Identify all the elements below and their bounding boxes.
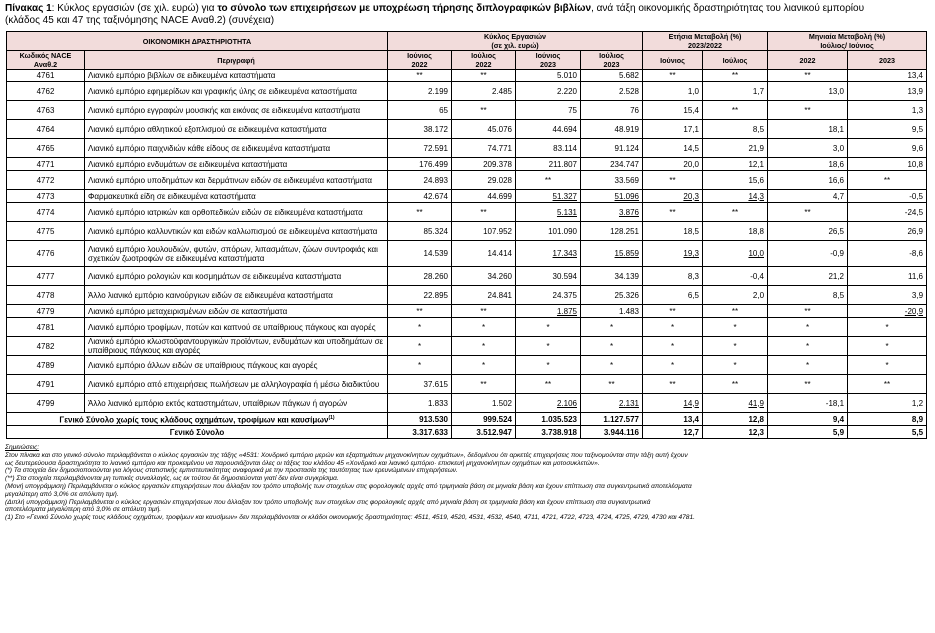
table-cell: 14.414 [452,241,516,267]
activity-description: Λιανικό εμπόριο άλλων ειδών σε υπαίθριους πάγκους και αγορές [85,356,388,375]
table-cell: 5,5 [848,426,927,439]
table-cell: 44.699 [452,190,516,203]
table-cell: 3.512.947 [452,426,516,439]
table-cell: * [703,356,768,375]
table-cell: 11,6 [848,267,927,286]
activity-description: Λιανικό εμπόριο βιβλίων σε ειδικευμένα καταστήματα [85,70,388,82]
table-cell: 15,4 [643,101,703,120]
header-turnover: Κύκλος Εργασιών (σε χιλ. ευρώ) [388,32,643,51]
nace-code: 4764 [7,120,85,139]
activity-description: Λιανικό εμπόριο λουλουδιών, φυτών, σπόρων, λιπασμάτων, ζώων συντροφιάς και σχετικών ζωοτροφών σε ειδικευμένα καταστήματα [85,241,388,267]
table-cell: ** [703,305,768,318]
table-row [7,375,927,394]
table-cell: * [388,356,452,375]
table-cell: 91.124 [581,139,643,158]
table-cell: 65 [388,101,452,120]
table-cell: 13,0 [768,82,848,101]
table-cell: * [581,337,643,356]
table-cell: * [643,337,703,356]
table-cell: 12,3 [703,426,768,439]
table-cell: 3.944.116 [581,426,643,439]
table-cell: ** [388,203,452,222]
table-body [7,70,927,439]
table-cell: 44.694 [516,120,581,139]
table-cell: 176.499 [388,158,452,171]
activity-description: Λιανικό εμπόριο καλλυντικών και ειδών καλλωπισμού σε ειδικευμένα καταστήματα [85,222,388,241]
nace-code: 4773 [7,190,85,203]
table-title [5,3,930,27]
table-cell: 17.343 [516,241,581,267]
table-cell: 22.895 [388,286,452,305]
header-annual-july: Ιούλιος [703,51,768,70]
table-cell: * [452,356,516,375]
table-cell: 234.747 [581,158,643,171]
table-cell: 209.378 [452,158,516,171]
table-cell: 211.807 [516,158,581,171]
table-cell: ** [388,305,452,318]
nace-code: 4765 [7,139,85,158]
table-row [7,286,927,305]
table-cell: 42.674 [388,190,452,203]
table-cell: 9,5 [848,120,927,139]
table-cell: ** [452,305,516,318]
header-activity: ΟΙΚΟΝΟΜΙΚΗ ΔΡΑΣΤΗΡΙΟΤΗΤΑ [7,32,388,51]
table-row [7,267,927,286]
header-annual-change: Ετήσια Μεταβολή (%) 2023/2022 [643,32,768,51]
table-cell: 3,0 [768,139,848,158]
table-cell: 85.324 [388,222,452,241]
note-line: Στον πίνακα και στο γενικό σύνολο περιλαμβάνεται ο κύκλος εργασιών της τάξης «4531: Χονδρικό εμπόριο μερών και εξαρτημάτων μηχανοκίνητων οχημάτων», δεδομένου ότι αρκετές επιχειρήσεις που ταξινομούνται στην τάξη αυτή έχουν [5,451,688,459]
table-row [7,318,927,337]
table-cell: * [768,356,848,375]
table-cell: * [516,318,581,337]
table-cell: ** [516,375,581,394]
table-row [7,356,927,375]
note-line: (**) Στα στοιχεία περιλαμβάνονται μη τυπικές συναλλαγές, ως εκ τούτου δε δημοσιεύονται γιατί δεν είναι συγκρίσιμα. [5,475,339,483]
table-cell: 45.076 [452,120,516,139]
table-row [7,171,927,190]
table-row [7,305,927,318]
notes-heading: Σημειώσεις: [5,444,40,451]
table-cell: ** [452,203,516,222]
table-cell: 14,5 [643,139,703,158]
table-cell: 72.591 [388,139,452,158]
table-cell: 5.131 [516,203,581,222]
table-cell: 24.841 [452,286,516,305]
table-cell: 12,8 [703,413,768,426]
note-line: (*) Τα στοιχεία δεν δημοσιοποιούνται για λόγους στατιστικής εμπιστευτικότητας αναφορικά με την προστασία της ταυτότητας των ερευνώμενων επιχειρήσεων. [5,467,458,475]
table-cell: ** [703,203,768,222]
title-text-1: : Κύκλος εργασιών (σε χιλ. ευρώ) για [51,3,218,14]
table-cell: 2.528 [581,82,643,101]
table-cell: 1.483 [581,305,643,318]
table-cell: 24.375 [516,286,581,305]
header-monthly-change: Μηνιαία Μεταβολή (%) Ιούλιος/ Ιούνιος [768,32,927,51]
table-cell: * [768,337,848,356]
table-cell: ** [452,70,516,82]
table-cell: 18,8 [703,222,768,241]
notes [5,444,925,522]
table-cell: 2.199 [388,82,452,101]
activity-description: Λιανικό εμπόριο ιατρικών και ορθοπεδικών ειδών σε ειδικευμένα καταστήματα [85,203,388,222]
nace-code: 4771 [7,158,85,171]
table-cell: ** [643,171,703,190]
table-cell: * [768,318,848,337]
table-cell: 29.028 [452,171,516,190]
table-cell: * [452,337,516,356]
table-cell: 21,9 [703,139,768,158]
table-cell: 6,5 [643,286,703,305]
table-row [7,82,927,101]
activity-description: Λιανικό εμπόριο αθλητικού εξοπλισμού σε ειδικευμένα καταστήματα [85,120,388,139]
table-row [7,101,927,120]
nace-code: 4777 [7,267,85,286]
nace-code: 4774 [7,203,85,222]
table-cell: 3,9 [848,286,927,305]
table-cell: 18,6 [768,158,848,171]
table-row [7,394,927,413]
header-june-2023: Ιούνιος 2023 [516,51,581,70]
table-cell: 14,3 [703,190,768,203]
table-cell: 13,4 [848,70,927,82]
table-cell: ** [768,101,848,120]
table-cell: ** [643,70,703,82]
table-cell: * [703,318,768,337]
table-cell: 10,0 [703,241,768,267]
table-row [7,222,927,241]
header-monthly-2022: 2022 [768,51,848,70]
table-cell: * [516,356,581,375]
table-cell: * [581,356,643,375]
header-june-2022: Ιούνιος 2022 [388,51,452,70]
table-cell: 2.106 [516,394,581,413]
table-row [7,337,927,356]
table-cell: * [388,318,452,337]
table-cell: ** [452,101,516,120]
title-text-2: , ανά τάξη οικονομικής δραστηριότητας του λιανικού εμπορίου [591,3,865,14]
table-cell: ** [516,171,581,190]
title-bold-text: το σύνολο των επιχειρήσεων με υποχρέωση τήρησης διπλογραφικών βιβλίων [217,3,592,14]
table-cell: 913.530 [388,413,452,426]
total-label: Γενικό Σύνολο χωρίς τους κλάδους οχημάτων, τροφίμων και καυσίμων$^{(1)}$ [7,413,388,426]
table-cell: 8,5 [768,286,848,305]
nace-code: 4763 [7,101,85,120]
table-cell: 33.569 [581,171,643,190]
nace-code: 4791 [7,375,85,394]
table-cell: 3.317.633 [388,426,452,439]
table-cell: 9,4 [768,413,848,426]
table-cell: 34.139 [581,267,643,286]
nace-code: 4778 [7,286,85,305]
table-cell: ** [848,171,927,190]
table-cell: 14,9 [643,394,703,413]
table-cell: 83.114 [516,139,581,158]
header-description: Περιγραφή [85,51,388,70]
table-cell: ** [703,375,768,394]
activity-description: Άλλο λιανικό εμπόριο εκτός καταστημάτων, υπαίθριων πάγκων ή αγορών [85,394,388,413]
table-cell: 5.010 [516,70,581,82]
table-cell: -18,1 [768,394,848,413]
table-cell: 5.682 [581,70,643,82]
table-cell: 21,2 [768,267,848,286]
table-cell: * [848,337,927,356]
table-cell: * [516,337,581,356]
table-cell: 51.327 [516,190,581,203]
nace-code: 4779 [7,305,85,318]
table-cell: 24.893 [388,171,452,190]
table-cell: 20,3 [643,190,703,203]
note-line: ως δευτερεύουσα δραστηριότητα το λιανικό εμπόριο και προκειμένου να παρουσιάζονται όλες οι τάξεις του κλάδου 45 «Χονδρικό και λιανικό εμπόριο· επισκευή μηχανοκίνητων οχημάτων και μοτοσυκλετών». [5,459,600,467]
table-cell: 48.919 [581,120,643,139]
table-cell: 4,7 [768,190,848,203]
table-cell: ** [581,375,643,394]
total-label: Γενικό Σύνολο [7,426,388,439]
table-cell: 2,0 [703,286,768,305]
table-cell: ** [452,375,516,394]
table-cell: 2.131 [581,394,643,413]
nace-code: 4772 [7,171,85,190]
table-cell: -0,5 [848,190,927,203]
note-line: (Μονή υπογράμμιση) Περιλαμβάνεται ο κύκλος εργασιών επιχειρήσεων που άλλαξαν τον τρόπο υποβολής των στοιχείων στις φορολογικές αρχές από τριμηνιαία βάση σε μηνιαία βάση και έχουν επίπτωση στα συγκεντρωτικά αποτελέσματα [5,482,692,490]
table-cell: 30.594 [516,267,581,286]
table-cell: 2.485 [452,82,516,101]
notes-lines [5,452,925,522]
table-cell: 1.035.523 [516,413,581,426]
nace-code: 4761 [7,70,85,82]
table-cell: ** [388,70,452,82]
activity-description: Λιανικό εμπόριο υποδημάτων και δερμάτινων ειδών σε ειδικευμένα καταστήματα [85,171,388,190]
table-cell: 37.615 [388,375,452,394]
nace-code: 4799 [7,394,85,413]
table-label: Πίνακας 1 [5,3,52,14]
table-cell: ** [768,70,848,82]
nace-code: 4781 [7,318,85,337]
activity-description: Λιανικό εμπόριο μεταχειρισμένων ειδών σε καταστήματα [85,305,388,318]
header-july-2022: Ιούλιος 2022 [452,51,516,70]
table-cell: 51.096 [581,190,643,203]
table-cell: 101.090 [516,222,581,241]
table-cell: 15,6 [703,171,768,190]
table-cell: * [581,318,643,337]
table-cell: 3.876 [581,203,643,222]
table-cell: ** [643,305,703,318]
table-cell: ** [768,305,848,318]
title-line-2: (κλάδος 45 και 47 της ταξινόμησης NACE Αναθ.2) (συνέχεια) [5,15,275,26]
table-cell: 8,5 [703,120,768,139]
table-cell: * [643,356,703,375]
table-cell: 17,1 [643,120,703,139]
table-cell: 74.771 [452,139,516,158]
table-cell: 20,0 [643,158,703,171]
table-cell: 14.539 [388,241,452,267]
table-cell: 41,9 [703,394,768,413]
table-cell: 1,2 [848,394,927,413]
activity-description: Φαρμακευτικά είδη σε ειδικευμένα καταστήματα [85,190,388,203]
table-cell: -0,9 [768,241,848,267]
turnover-table [6,31,927,439]
total-row [7,426,927,439]
table-cell: 999.524 [452,413,516,426]
table-cell: 1.833 [388,394,452,413]
table-cell: 26,9 [848,222,927,241]
table-cell: 34.260 [452,267,516,286]
table-cell: * [643,318,703,337]
table-cell: * [388,337,452,356]
total-row [7,413,927,426]
table-cell: 12,1 [703,158,768,171]
header-july-2023: Ιούλιος 2023 [581,51,643,70]
table-cell: 25.326 [581,286,643,305]
table-cell: 1.502 [452,394,516,413]
table-row [7,70,927,82]
table-cell: * [848,356,927,375]
note-line: αποτελέσματα μεγαλύτερη από 3,0% σε απόλυτη τιμή. [5,506,162,514]
table-cell: 38.172 [388,120,452,139]
activity-description: Λιανικό εμπόριο κλωστοϋφαντουργικών προϊόντων, ενδυμάτων και υποδημάτων σε υπαίθριους πάγκους και αγορές [85,337,388,356]
header-row-2 [7,51,927,70]
table-cell: * [452,318,516,337]
table-cell: 1,3 [848,101,927,120]
table-cell: 128.251 [581,222,643,241]
table-cell: -24,5 [848,203,927,222]
table-cell: -8,6 [848,241,927,267]
activity-description: Λιανικό εμπόριο από επιχειρήσεις πωλήσεων με αλληλογραφία ή μέσω διαδικτύου [85,375,388,394]
table-cell: -20,9 [848,305,927,318]
table-cell: 16,6 [768,171,848,190]
table-cell: 1.127.577 [581,413,643,426]
table-cell: ** [768,203,848,222]
table-row [7,139,927,158]
activity-description: Λιανικό εμπόριο εγγραφών μουσικής και εικόνας σε ειδικευμένα καταστήματα [85,101,388,120]
activity-description: Άλλο λιανικό εμπόριο καινούργιων ειδών σε ειδικευμένα καταστήματα [85,286,388,305]
nace-code: 4782 [7,337,85,356]
table-cell: 26,5 [768,222,848,241]
table-row [7,241,927,267]
table-cell: ** [848,375,927,394]
table-cell: 9,6 [848,139,927,158]
table-cell: ** [643,203,703,222]
table-cell: ** [643,375,703,394]
table-cell: 13,4 [643,413,703,426]
table-cell: 8,9 [848,413,927,426]
table-cell: -0,4 [703,267,768,286]
table-cell: 2.220 [516,82,581,101]
note-line: (Διπλή υπογράμμιση) Περιλαμβάνεται ο κύκλος εργασιών επιχειρήσεων που άλλαξαν τον τρόπο υποβολής των στοιχείων στις φορολογικές αρχές από μηνιαία βάση σε τριμηνιαία βάση και έχουν επίπτωση στα συγκεντρωτικά [5,498,651,506]
header-monthly-2023: 2023 [848,51,927,70]
table-cell: ** [768,375,848,394]
table-cell: 1.875 [516,305,581,318]
activity-description: Λιανικό εμπόριο ενδυμάτων σε ειδικευμένα καταστήματα [85,158,388,171]
table-cell: 5,9 [768,426,848,439]
table-cell: 10,8 [848,158,927,171]
table-row [7,158,927,171]
table-row [7,190,927,203]
header-annual-june: Ιούνιος [643,51,703,70]
table-cell: 19,3 [643,241,703,267]
header-code: Κωδικός NACE Αναθ.2 [7,51,85,70]
nace-code: 4775 [7,222,85,241]
table-cell: 15.859 [581,241,643,267]
table-cell: 3.738.918 [516,426,581,439]
table-cell: 13,9 [848,82,927,101]
note-line: (1) Στο «Γενικό Σύνολο χωρίς τους κλάδους οχημάτων, τροφίμων και καυσίμων» δεν περιλαμβάνονται οι κλάδοι οικονομικής δραστηριότητας: 4511, 4519, 4520, 4531, 4532, 4540, 4711, 4721, 4722, 4723, 4724, 4725, 4729, 4730 και 4781. [5,514,695,522]
activity-description: Λιανικό εμπόριο ρολογιών και κοσμημάτων σε ειδικευμένα καταστήματα [85,267,388,286]
table-cell: 28.260 [388,267,452,286]
header-row-1 [7,32,927,51]
nace-code: 4762 [7,82,85,101]
table-cell: ** [703,101,768,120]
table-row [7,120,927,139]
note-line: μεγαλύτερη από 3,0% σε απόλυτη τιμή. [5,490,119,498]
table-cell: 1,7 [703,82,768,101]
table-cell: * [848,318,927,337]
table-cell: 1,0 [643,82,703,101]
activity-description: Λιανικό εμπόριο παιχνιδιών κάθε είδους σε ειδικευμένα καταστήματα [85,139,388,158]
activity-description: Λιανικό εμπόριο τροφίμων, ποτών και καπνού σε υπαίθριους πάγκους και αγορές [85,318,388,337]
nace-code: 4789 [7,356,85,375]
table-cell: 8,3 [643,267,703,286]
table-cell: 107.952 [452,222,516,241]
table-cell: 12,7 [643,426,703,439]
nace-code: 4776 [7,241,85,267]
table-cell: 75 [516,101,581,120]
table-cell: 76 [581,101,643,120]
table-row [7,203,927,222]
table-cell: ** [703,70,768,82]
page [5,0,930,522]
table-cell: 18,1 [768,120,848,139]
activity-description: Λιανικό εμπόριο εφημερίδων και γραφικής ύλης σε ειδικευμένα καταστήματα [85,82,388,101]
table-cell: 18,5 [643,222,703,241]
table-cell: * [703,337,768,356]
